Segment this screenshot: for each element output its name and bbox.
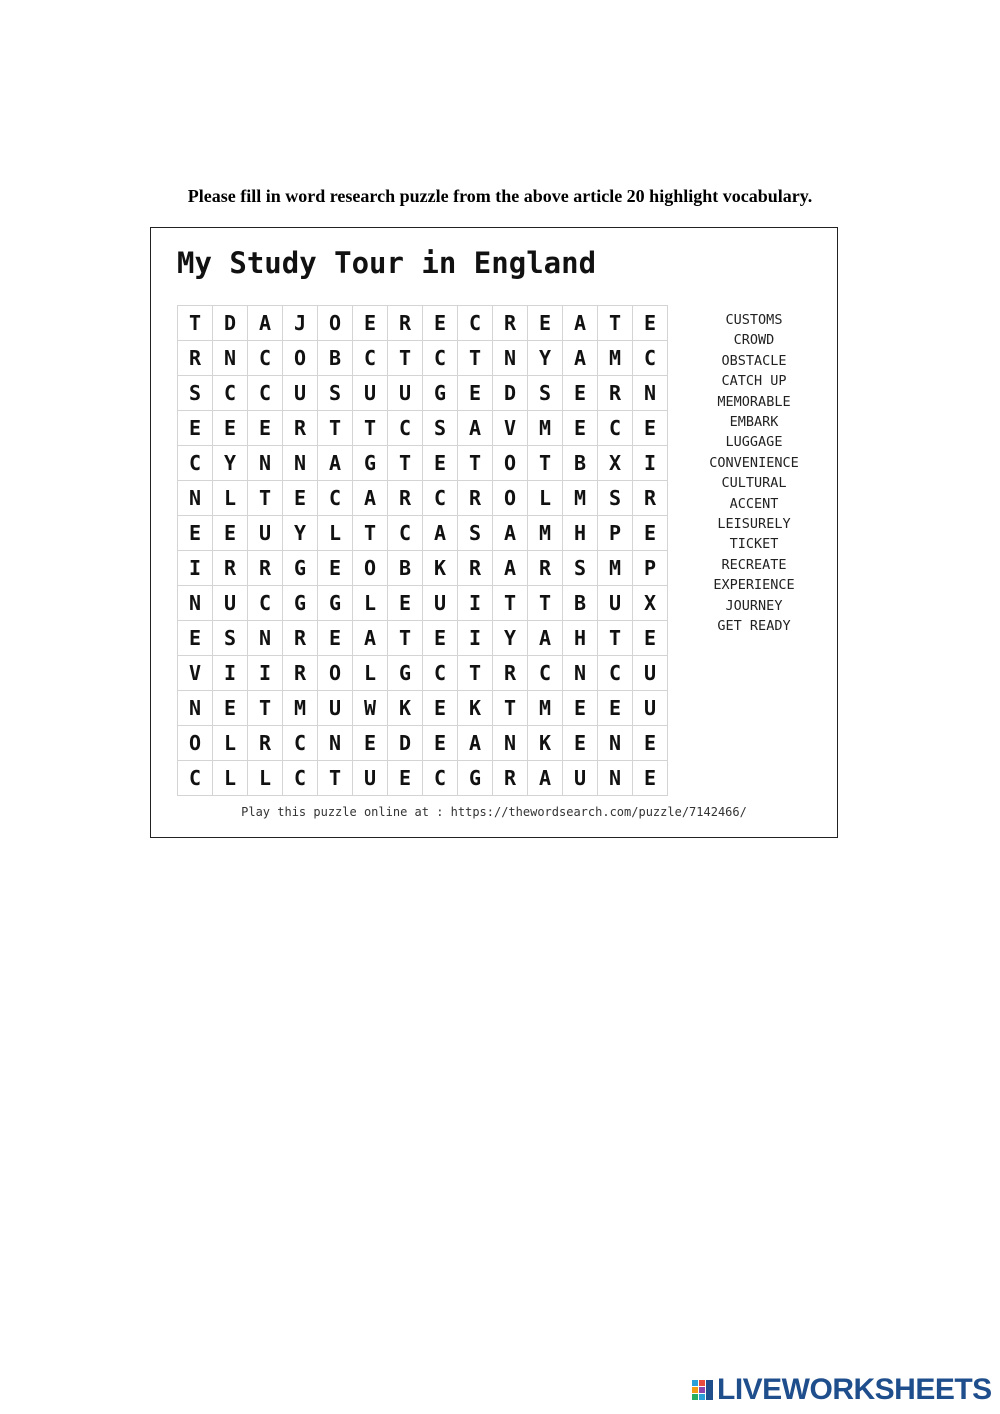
- instruction-text: Please fill in word research puzzle from the above article 20 highlight vocabulary.: [187, 186, 813, 206]
- word-list-item: GET READY: [717, 618, 791, 635]
- grid-cell[interactable]: W: [353, 691, 388, 726]
- grid-cell[interactable]: E: [633, 411, 668, 446]
- grid-cell[interactable]: N: [563, 656, 598, 691]
- grid-cell[interactable]: T: [353, 411, 388, 446]
- grid-cell[interactable]: B: [563, 446, 598, 481]
- grid-cell[interactable]: O: [493, 481, 528, 516]
- word-list-item: JOURNEY: [725, 597, 783, 614]
- grid-cell[interactable]: T: [388, 446, 423, 481]
- word-list-item: EMBARK: [729, 414, 779, 431]
- grid-cell[interactable]: C: [423, 656, 458, 691]
- grid-cell[interactable]: N: [178, 586, 213, 621]
- grid-cell[interactable]: S: [458, 516, 493, 551]
- grid-cell[interactable]: R: [528, 551, 563, 586]
- grid-cell[interactable]: Y: [213, 446, 248, 481]
- grid-cell[interactable]: N: [248, 446, 283, 481]
- grid-cell[interactable]: E: [318, 621, 353, 656]
- grid-cell[interactable]: E: [633, 726, 668, 761]
- grid-cell[interactable]: D: [213, 306, 248, 341]
- grid-cell[interactable]: N: [598, 761, 633, 796]
- grid-cell[interactable]: N: [493, 341, 528, 376]
- grid-cell[interactable]: C: [388, 516, 423, 551]
- grid-cell[interactable]: M: [528, 691, 563, 726]
- grid-cell[interactable]: T: [248, 481, 283, 516]
- word-list-item: CROWD: [733, 332, 775, 349]
- grid-cell[interactable]: H: [563, 516, 598, 551]
- grid-cell[interactable]: T: [598, 306, 633, 341]
- grid-cell[interactable]: N: [283, 446, 318, 481]
- grid-cell[interactable]: U: [598, 586, 633, 621]
- grid-cell[interactable]: T: [353, 516, 388, 551]
- liveworksheets-logo-icon: [692, 1378, 714, 1402]
- grid-cell[interactable]: R: [248, 551, 283, 586]
- grid-cell[interactable]: S: [318, 376, 353, 411]
- word-list-item: LEISURELY: [717, 516, 791, 533]
- grid-cell[interactable]: B: [318, 341, 353, 376]
- grid-cell[interactable]: R: [283, 621, 318, 656]
- grid-cell[interactable]: E: [318, 551, 353, 586]
- grid-cell[interactable]: C: [598, 656, 633, 691]
- grid-cell[interactable]: M: [528, 411, 563, 446]
- grid-cell[interactable]: C: [178, 761, 213, 796]
- grid-cell[interactable]: U: [213, 586, 248, 621]
- grid-cell[interactable]: E: [563, 411, 598, 446]
- grid-cell[interactable]: A: [528, 761, 563, 796]
- grid-cell[interactable]: R: [248, 726, 283, 761]
- grid-cell[interactable]: U: [318, 691, 353, 726]
- grid-cell[interactable]: U: [423, 586, 458, 621]
- grid-cell[interactable]: N: [598, 726, 633, 761]
- grid-cell[interactable]: N: [213, 341, 248, 376]
- grid-cell[interactable]: R: [283, 656, 318, 691]
- grid-cell[interactable]: E: [423, 446, 458, 481]
- grid-cell[interactable]: E: [633, 306, 668, 341]
- grid-cell[interactable]: R: [283, 411, 318, 446]
- word-list-item: RECREATE: [721, 556, 787, 573]
- grid-cell[interactable]: K: [388, 691, 423, 726]
- grid-cell[interactable]: C: [633, 341, 668, 376]
- grid-cell[interactable]: G: [318, 586, 353, 621]
- letter-grid: [177, 305, 668, 796]
- grid-cell[interactable]: T: [458, 341, 493, 376]
- grid-cell[interactable]: N: [493, 726, 528, 761]
- grid-cell[interactable]: O: [318, 656, 353, 691]
- grid-cell[interactable]: I: [213, 656, 248, 691]
- grid-cell[interactable]: A: [353, 481, 388, 516]
- grid-cell[interactable]: E: [458, 376, 493, 411]
- grid-cell[interactable]: G: [283, 551, 318, 586]
- grid-cell[interactable]: T: [178, 306, 213, 341]
- grid-cell[interactable]: R: [178, 341, 213, 376]
- grid-cell[interactable]: S: [178, 376, 213, 411]
- grid-cell[interactable]: T: [493, 586, 528, 621]
- grid-cell[interactable]: U: [388, 376, 423, 411]
- grid-cell[interactable]: M: [528, 516, 563, 551]
- grid-cell[interactable]: C: [318, 481, 353, 516]
- grid-cell[interactable]: U: [353, 376, 388, 411]
- grid-cell[interactable]: C: [423, 761, 458, 796]
- grid-cell[interactable]: B: [563, 586, 598, 621]
- word-list-item: MEMORABLE: [717, 393, 791, 410]
- grid-cell[interactable]: I: [248, 656, 283, 691]
- word-list: [699, 310, 809, 637]
- grid-cell[interactable]: Y: [528, 341, 563, 376]
- grid-cell[interactable]: U: [563, 761, 598, 796]
- grid-cell[interactable]: R: [213, 551, 248, 586]
- grid-cell[interactable]: C: [423, 481, 458, 516]
- grid-cell[interactable]: D: [493, 376, 528, 411]
- grid-cell[interactable]: A: [318, 446, 353, 481]
- grid-cell[interactable]: T: [458, 656, 493, 691]
- grid-cell[interactable]: L: [528, 481, 563, 516]
- grid-cell[interactable]: N: [178, 481, 213, 516]
- grid-cell[interactable]: L: [213, 726, 248, 761]
- grid-cell[interactable]: E: [423, 306, 458, 341]
- grid-cell[interactable]: E: [213, 691, 248, 726]
- grid-cell[interactable]: G: [353, 446, 388, 481]
- grid-cell[interactable]: K: [423, 551, 458, 586]
- grid-cell[interactable]: E: [353, 306, 388, 341]
- grid-cell[interactable]: M: [563, 481, 598, 516]
- grid-cell[interactable]: P: [633, 551, 668, 586]
- grid-cell[interactable]: C: [423, 341, 458, 376]
- grid-cell[interactable]: G: [423, 376, 458, 411]
- grid-cell[interactable]: C: [248, 341, 283, 376]
- grid-cell[interactable]: U: [633, 656, 668, 691]
- grid-cell[interactable]: C: [283, 726, 318, 761]
- grid-cell[interactable]: E: [563, 691, 598, 726]
- grid-cell[interactable]: C: [458, 306, 493, 341]
- grid-cell[interactable]: E: [353, 726, 388, 761]
- grid-cell[interactable]: K: [528, 726, 563, 761]
- grid-cell[interactable]: L: [248, 761, 283, 796]
- grid-cell[interactable]: S: [563, 551, 598, 586]
- grid-cell[interactable]: M: [598, 551, 633, 586]
- grid-cell[interactable]: E: [283, 481, 318, 516]
- grid-cell[interactable]: L: [318, 516, 353, 551]
- grid-cell[interactable]: P: [598, 516, 633, 551]
- word-list-item: EXPERIENCE: [713, 577, 795, 594]
- grid-cell[interactable]: V: [178, 656, 213, 691]
- grid-cell[interactable]: I: [178, 551, 213, 586]
- grid-cell[interactable]: C: [248, 376, 283, 411]
- grid-cell[interactable]: C: [213, 376, 248, 411]
- grid-cell[interactable]: T: [388, 621, 423, 656]
- grid-cell[interactable]: H: [563, 621, 598, 656]
- grid-cell[interactable]: G: [458, 761, 493, 796]
- grid-cell[interactable]: L: [213, 761, 248, 796]
- puzzle-footer-link[interactable]: Play this puzzle online at : https://thewordsearch.com/puzzle/7142466/: [241, 805, 747, 819]
- grid-cell[interactable]: T: [388, 341, 423, 376]
- grid-cell[interactable]: E: [178, 411, 213, 446]
- grid-cell[interactable]: A: [493, 551, 528, 586]
- grid-cell[interactable]: E: [213, 516, 248, 551]
- grid-cell[interactable]: A: [493, 516, 528, 551]
- word-search-puzzle: [150, 227, 838, 838]
- grid-cell[interactable]: C: [598, 411, 633, 446]
- word-list-item: CONVENIENCE: [709, 454, 799, 471]
- puzzle-title: My Study Tour in England: [177, 246, 597, 280]
- grid-cell[interactable]: E: [528, 306, 563, 341]
- grid-cell[interactable]: G: [388, 656, 423, 691]
- grid-cell[interactable]: A: [423, 516, 458, 551]
- grid-cell[interactable]: N: [248, 621, 283, 656]
- grid-cell[interactable]: I: [458, 586, 493, 621]
- word-list-item: CUSTOMS: [725, 312, 783, 328]
- grid-cell[interactable]: U: [353, 761, 388, 796]
- grid-cell[interactable]: I: [633, 446, 668, 481]
- grid-cell[interactable]: J: [283, 306, 318, 341]
- grid-cell[interactable]: R: [493, 761, 528, 796]
- grid-cell[interactable]: O: [493, 446, 528, 481]
- grid-cell[interactable]: A: [458, 726, 493, 761]
- grid-cell[interactable]: E: [213, 411, 248, 446]
- grid-cell[interactable]: A: [563, 341, 598, 376]
- word-list-item: OBSTACLE: [721, 352, 787, 369]
- grid-cell[interactable]: V: [493, 411, 528, 446]
- grid-cell[interactable]: R: [493, 306, 528, 341]
- grid-cell[interactable]: E: [633, 761, 668, 796]
- grid-cell[interactable]: E: [633, 516, 668, 551]
- grid-cell[interactable]: R: [493, 656, 528, 691]
- grid-cell[interactable]: U: [283, 376, 318, 411]
- grid-cell[interactable]: T: [318, 761, 353, 796]
- grid-cell[interactable]: L: [213, 481, 248, 516]
- word-list-item: CATCH UP: [721, 373, 787, 390]
- grid-cell[interactable]: M: [283, 691, 318, 726]
- grid-cell[interactable]: S: [528, 376, 563, 411]
- grid-cell[interactable]: C: [248, 586, 283, 621]
- grid-cell[interactable]: M: [598, 341, 633, 376]
- grid-cell[interactable]: O: [283, 341, 318, 376]
- grid-cell[interactable]: Y: [493, 621, 528, 656]
- grid-cell[interactable]: R: [458, 481, 493, 516]
- grid-cell[interactable]: E: [423, 691, 458, 726]
- grid-cell[interactable]: D: [388, 726, 423, 761]
- grid-cell[interactable]: L: [353, 586, 388, 621]
- grid-cell[interactable]: O: [353, 551, 388, 586]
- grid-cell[interactable]: X: [633, 586, 668, 621]
- grid-cell[interactable]: X: [598, 446, 633, 481]
- grid-cell[interactable]: E: [633, 621, 668, 656]
- grid-cell[interactable]: A: [563, 306, 598, 341]
- grid-cell[interactable]: O: [318, 306, 353, 341]
- grid-cell[interactable]: B: [388, 551, 423, 586]
- grid-cell[interactable]: N: [318, 726, 353, 761]
- grid-cell[interactable]: N: [633, 376, 668, 411]
- grid-cell[interactable]: T: [248, 691, 283, 726]
- grid-cell[interactable]: C: [353, 341, 388, 376]
- word-list-item: CULTURAL: [721, 475, 787, 492]
- grid-cell[interactable]: K: [458, 691, 493, 726]
- grid-cell[interactable]: E: [423, 726, 458, 761]
- grid-cell[interactable]: R: [633, 481, 668, 516]
- grid-cell[interactable]: E: [178, 516, 213, 551]
- grid-cell[interactable]: A: [528, 621, 563, 656]
- grid-cell[interactable]: R: [388, 481, 423, 516]
- grid-cell[interactable]: E: [563, 376, 598, 411]
- brand-name: LIVEWORKSHEETS: [717, 1373, 992, 1406]
- grid-cell[interactable]: A: [458, 411, 493, 446]
- grid-cell[interactable]: N: [178, 691, 213, 726]
- grid-cell[interactable]: O: [178, 726, 213, 761]
- grid-cell[interactable]: T: [318, 411, 353, 446]
- grid-cell[interactable]: C: [178, 446, 213, 481]
- grid-cell[interactable]: C: [388, 411, 423, 446]
- grid-cell[interactable]: U: [248, 516, 283, 551]
- grid-cell[interactable]: E: [178, 621, 213, 656]
- liveworksheets-brand: [692, 1375, 992, 1405]
- grid-cell[interactable]: S: [598, 481, 633, 516]
- grid-cell[interactable]: A: [248, 306, 283, 341]
- grid-cell[interactable]: E: [388, 761, 423, 796]
- grid-cell[interactable]: R: [388, 306, 423, 341]
- grid-cell[interactable]: I: [458, 621, 493, 656]
- grid-cell[interactable]: U: [633, 691, 668, 726]
- grid-cell[interactable]: T: [493, 691, 528, 726]
- word-list-item: ACCENT: [729, 495, 779, 512]
- grid-cell[interactable]: E: [598, 691, 633, 726]
- grid-cell[interactable]: T: [458, 446, 493, 481]
- grid-cell[interactable]: E: [423, 621, 458, 656]
- grid-cell[interactable]: L: [353, 656, 388, 691]
- grid-cell[interactable]: A: [353, 621, 388, 656]
- word-list-item: LUGGAGE: [725, 434, 783, 451]
- grid-cell[interactable]: E: [388, 586, 423, 621]
- grid-cell[interactable]: S: [423, 411, 458, 446]
- grid-cell[interactable]: E: [563, 726, 598, 761]
- grid-cell[interactable]: T: [598, 621, 633, 656]
- grid-cell[interactable]: S: [213, 621, 248, 656]
- word-list-item: TICKET: [729, 536, 779, 553]
- grid-cell[interactable]: C: [528, 656, 563, 691]
- grid-cell[interactable]: G: [283, 586, 318, 621]
- grid-cell[interactable]: E: [248, 411, 283, 446]
- grid-cell[interactable]: Y: [283, 516, 318, 551]
- grid-cell[interactable]: T: [528, 446, 563, 481]
- grid-cell[interactable]: C: [283, 761, 318, 796]
- grid-cell[interactable]: T: [528, 586, 563, 621]
- grid-cell[interactable]: R: [458, 551, 493, 586]
- grid-cell[interactable]: R: [598, 376, 633, 411]
